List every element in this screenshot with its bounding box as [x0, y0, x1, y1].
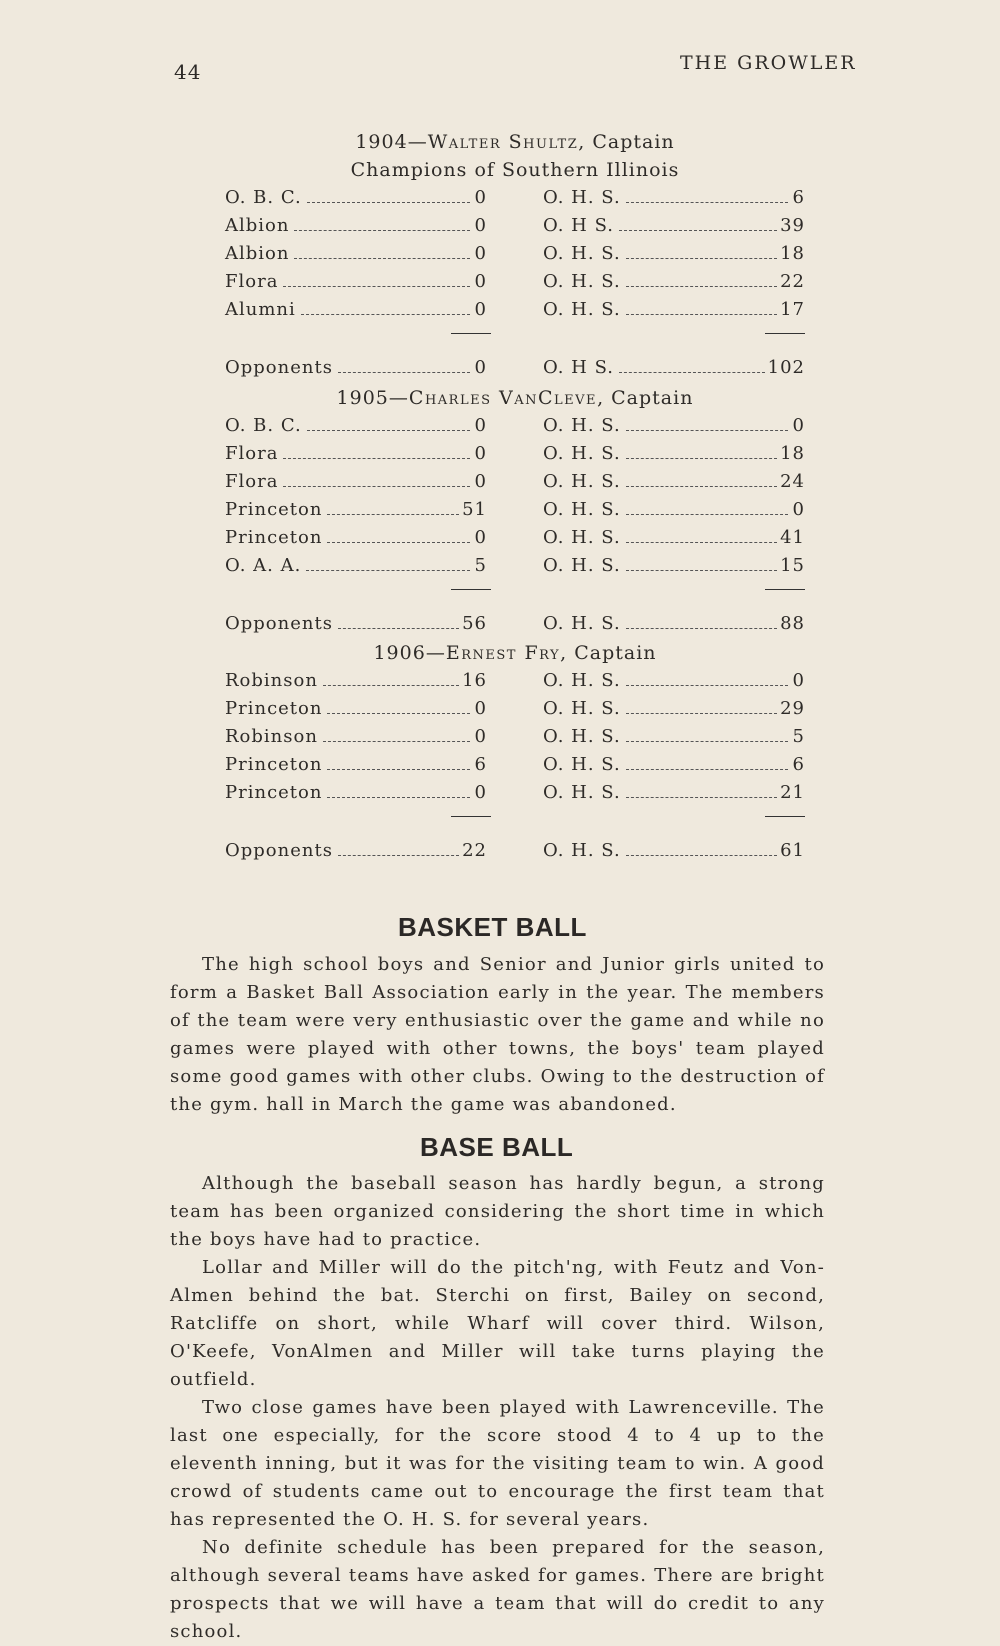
ohs-label: O. H. S.	[543, 527, 621, 548]
opponent-score: 0	[474, 443, 487, 464]
basket-ball-heading: BASKET BALL	[398, 912, 587, 942]
ohs-label: O. H. S.	[543, 670, 621, 691]
game-row	[225, 296, 805, 324]
total-rule	[451, 589, 491, 590]
season-year: 1905	[336, 387, 389, 409]
ohs-score: 41	[780, 527, 805, 548]
opponent-total: 22	[462, 840, 487, 861]
opponent-name: Alumni	[225, 299, 296, 320]
ohs-label: O. H. S.	[543, 415, 621, 436]
game-row	[225, 240, 805, 268]
opponent-name: Princeton	[225, 499, 323, 520]
opponent-score: 0	[474, 527, 487, 548]
opponent-name: O. A. A.	[225, 555, 302, 576]
opponent-score: 0	[474, 243, 487, 264]
game-row	[225, 552, 805, 580]
game-row	[225, 667, 805, 695]
season-captain: Ernest Fry	[445, 642, 561, 664]
season-title: 1906—Ernest Fry, Captain	[373, 642, 657, 664]
opponent-score: 0	[474, 782, 487, 803]
season-1905	[225, 384, 805, 638]
opponent-name: O. B. C.	[225, 187, 302, 208]
total-rule	[765, 333, 805, 334]
opponent-name: Albion	[225, 215, 290, 236]
season-captain: Walter Shultz	[427, 131, 579, 153]
game-row	[225, 184, 805, 212]
game-row	[225, 268, 805, 296]
total-row	[225, 610, 805, 638]
season-title: 1904—Walter Shultz, Captain	[355, 131, 675, 153]
opponent-score: 0	[474, 726, 487, 747]
game-row	[225, 751, 805, 779]
opponent-name: Princeton	[225, 754, 323, 775]
opponent-name: O. B. C.	[225, 415, 302, 436]
ohs-score: 39	[780, 215, 805, 236]
opponent-name: Flora	[225, 443, 279, 464]
running-head: THE GROWLER	[680, 52, 857, 74]
ohs-score: 17	[780, 299, 805, 320]
opponent-name: Princeton	[225, 782, 323, 803]
game-row	[225, 468, 805, 496]
season-year: 1906	[373, 642, 426, 664]
ohs-label: O. H S.	[543, 357, 614, 378]
game-row	[225, 779, 805, 807]
opponent-score: 0	[474, 187, 487, 208]
opponent-score: 0	[474, 299, 487, 320]
paragraph: The high school boys and Senior and Junior girls united to form a Basket Ball Association early in the year. The members of the team were very enthusiastic over the game and while no games were played with other towns, the boys' team played some good games with other clubs. Owing to the destruction of the gym. hall in March the game was abandoned.	[170, 954, 825, 1115]
opponent-score: 6	[474, 754, 487, 775]
season-1906	[225, 639, 805, 865]
game-list	[225, 412, 805, 580]
ohs-label: O. H. S.	[543, 243, 621, 264]
base-ball-text	[170, 1170, 825, 1646]
ohs-score: 0	[792, 415, 805, 436]
game-row	[225, 695, 805, 723]
ohs-label: O. H. S.	[543, 443, 621, 464]
paragraph: Two close games have been played with Lawrenceville. The last one especially, for the score stood 4 to 4 up to the eleventh inning, but it was for the visiting team to win. A good crowd of students came out to encourage the first team that has represented the O. H. S. for several years.	[170, 1397, 825, 1530]
total-rules	[225, 807, 805, 837]
ohs-label: O. H. S.	[543, 299, 621, 320]
total-rule	[451, 816, 491, 817]
ohs-label: O. H. S.	[543, 271, 621, 292]
opponent-score: 0	[474, 698, 487, 719]
season-captain: Charles VanCleve	[408, 387, 598, 409]
game-row	[225, 524, 805, 552]
opponent-name: Robinson	[225, 670, 318, 691]
ohs-label: O. H. S.	[543, 555, 621, 576]
ohs-label: O. H. S.	[543, 840, 621, 861]
ohs-label: O. H. S.	[543, 471, 621, 492]
paragraph: Lollar and Miller will do the pitch'ng, with Feutz and Von-Almen behind the bat. Sterchi on first, Bailey on second, Ratcliffe on short, while Wharf will cover third. Wilson, O'Keefe, VonAlmen and Miller will take turns playing the outfield.	[170, 1257, 825, 1390]
game-row	[225, 723, 805, 751]
total-rule	[765, 589, 805, 590]
opponent-score: 0	[474, 215, 487, 236]
paragraph: No definite schedule has been prepared for the season, although several teams have asked for games. There are bright prospects that we will have a team that will do credit to any school.	[170, 1537, 825, 1642]
game-list	[225, 667, 805, 807]
opponent-score: 16	[462, 670, 487, 691]
opponent-name: Princeton	[225, 698, 323, 719]
ohs-score: 5	[792, 726, 805, 747]
ohs-score: 0	[792, 670, 805, 691]
ohs-label: O. H. S.	[543, 698, 621, 719]
opponent-score: 5	[474, 555, 487, 576]
opponent-score: 0	[474, 271, 487, 292]
ohs-score: 18	[780, 243, 805, 264]
ohs-score: 24	[780, 471, 805, 492]
opponent-name: Robinson	[225, 726, 318, 747]
ohs-score: 15	[780, 555, 805, 576]
opponent-total: 56	[462, 613, 487, 634]
captain-suffix: , Captain	[578, 131, 675, 153]
ohs-label: O. H. S.	[543, 726, 621, 747]
total-label: Opponents	[225, 357, 333, 378]
total-rules	[225, 324, 805, 354]
total-rules	[225, 580, 805, 610]
ohs-total: 61	[780, 840, 805, 861]
paragraph: Although the baseball season has hardly begun, a strong team has been organized considering the short time in which the boys have had to practice.	[170, 1173, 825, 1250]
opponent-name: Flora	[225, 271, 279, 292]
opponent-total: 0	[474, 357, 487, 378]
total-row	[225, 837, 805, 865]
page-number: 44	[174, 60, 202, 84]
ohs-score: 18	[780, 443, 805, 464]
game-row	[225, 412, 805, 440]
ohs-label: O. H. S.	[543, 499, 621, 520]
captain-suffix: , Captain	[560, 642, 657, 664]
ohs-score: 21	[780, 782, 805, 803]
basket-ball-text	[170, 951, 825, 1119]
opponent-score: 0	[474, 471, 487, 492]
ohs-label: O. H. S.	[543, 187, 621, 208]
ohs-label: O. H. S.	[543, 754, 621, 775]
total-label: Opponents	[225, 840, 333, 861]
total-row	[225, 354, 805, 382]
season-subtitle: Champions of Southern Illinois	[350, 159, 680, 181]
ohs-score: 22	[780, 271, 805, 292]
ohs-score: 29	[780, 698, 805, 719]
ohs-label: O. H. S.	[543, 782, 621, 803]
ohs-score: 6	[792, 187, 805, 208]
total-rule	[451, 333, 491, 334]
captain-suffix: , Captain	[597, 387, 694, 409]
ohs-total: 102	[767, 357, 805, 378]
game-row	[225, 496, 805, 524]
game-list	[225, 184, 805, 324]
season-1904	[225, 128, 805, 382]
opponent-name: Flora	[225, 471, 279, 492]
total-rule	[765, 816, 805, 817]
ohs-total: 88	[780, 613, 805, 634]
ohs-label: O. H S.	[543, 215, 614, 236]
season-title: 1905—Charles VanCleve, Captain	[336, 387, 694, 409]
season-year: 1904	[355, 131, 408, 153]
game-row	[225, 212, 805, 240]
game-row	[225, 440, 805, 468]
ohs-score: 0	[792, 499, 805, 520]
ohs-label: O. H. S.	[543, 613, 621, 634]
opponent-score: 51	[462, 499, 487, 520]
base-ball-heading: BASE BALL	[420, 1132, 574, 1162]
opponent-score: 0	[474, 415, 487, 436]
opponent-name: Princeton	[225, 527, 323, 548]
ohs-score: 6	[792, 754, 805, 775]
total-label: Opponents	[225, 613, 333, 634]
opponent-name: Albion	[225, 243, 290, 264]
